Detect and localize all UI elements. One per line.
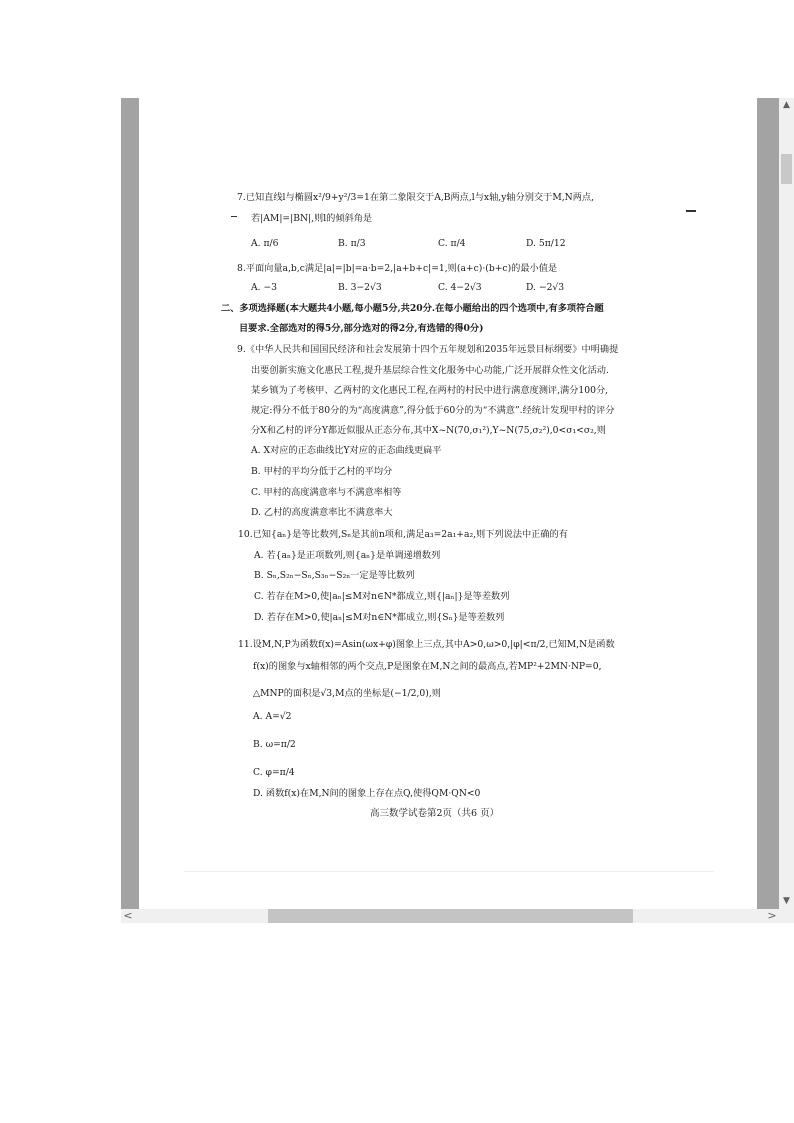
q9-line3: 某乡镇为了考核甲、乙两村的文化惠民工程,在两村的村民中进行满意度测评,满分100分, xyxy=(251,385,609,396)
q9-option-d: D. 乙村的高度满意率比不满意率大 xyxy=(251,507,393,518)
vertical-scroll-thumb[interactable] xyxy=(781,154,792,184)
section2-heading-line1: 二、多项选择题(本大题共4小题,每小题5分,共20分.在每小题给出的四个选项中,有多项符合题 xyxy=(221,303,604,314)
q10-option-c: C. 若存在M>0,使|aₙ|≤M对n∈N*都成立,则{|aₙ|}是等差数列 xyxy=(254,591,510,602)
scan-mark xyxy=(231,216,237,217)
q8-option-b: B. 3−2√3 xyxy=(338,282,382,293)
q11-option-a: A. A=√2 xyxy=(253,711,292,722)
horizontal-scroll-thumb[interactable] xyxy=(268,909,633,923)
q9-line1: 9.《中华人民共和国国民经济和社会发展第十四个五年规划和2035年远景目标纲要》中明确提 xyxy=(237,344,619,355)
page-footer: 高三数学试卷第2页（共6 页） xyxy=(370,808,500,819)
q10-line1: 10.已知{aₙ}是等比数列,Sₙ是其前n项和,满足a₃=2a₁+a₂,则下列说法中正确的有 xyxy=(238,529,568,540)
page-bottom-rule xyxy=(184,871,714,872)
scanned-exam-page xyxy=(139,98,757,909)
q10-option-b: B. Sₙ,S₂ₙ−Sₙ,S₃ₙ−S₂ₙ一定是等比数列 xyxy=(254,570,415,581)
horizontal-scrollbar[interactable] xyxy=(121,909,794,923)
q9-option-b: B. 甲村的平均分低于乙村的平均分 xyxy=(251,466,393,477)
q9-line2: 出要创新实施文化惠民工程,提升基层综合性文化服务中心功能,广泛开展群众性文化活动. xyxy=(251,365,609,376)
q9-option-c: C. 甲村的高度满意率与不满意率相等 xyxy=(251,487,402,498)
q11-line2: f(x)的图象与x轴相邻的两个交点,P是图象在M,N之间的最高点,若MP²+2MN·NP=0, xyxy=(253,661,602,672)
section2-heading-line2: 目要求.全部选对的得5分,部分选对的得2分,有选错的得0分) xyxy=(239,323,484,334)
q11-option-b: B. ω=π/2 xyxy=(253,739,296,750)
q10-option-d: D. 若存在M>0,使|aₙ|≤M对n∈N*都成立,则{Sₙ}是等差数列 xyxy=(254,612,505,623)
q9-line5: 分X和乙村的评分Y都近似服从正态分布,其中X~N(70,σ₁²),Y~N(75,σ₂²),0<σ₁<σ₂,则 xyxy=(251,425,606,436)
q8-option-d: D. −2√3 xyxy=(526,282,565,293)
scroll-up-arrow-icon[interactable]: ▲ xyxy=(783,100,790,110)
scroll-right-arrow-icon[interactable]: > xyxy=(767,909,777,922)
q9-option-a: A. X对应的正态曲线比Y对应的正态曲线更扁平 xyxy=(251,445,442,456)
q8-line1: 8.平面向量a,b,c满足|a|=|b|=a·b=2,|a+b+c|=1,则(a+c)·(b+c)的最小值是 xyxy=(237,263,558,274)
q8-option-c: C. 4−2√3 xyxy=(438,282,482,293)
q11-line3: △MNP的面积是√3,M点的坐标是(−1/2,0),则 xyxy=(253,688,441,699)
q7-line1: 7.已知直线l与椭圆x²/9+y²/3=1在第二象限交于A,B两点,l与x轴,y轴分别交于M,N两点, xyxy=(237,192,594,203)
scroll-left-arrow-icon[interactable]: < xyxy=(123,909,133,922)
q9-line4: 规定:得分不低于80分的为“高度满意”,得分低于60分的为“不满意”.经统计发现甲村的评分 xyxy=(251,405,615,416)
q7-option-c: C. π/4 xyxy=(438,238,466,249)
q10-option-a: A. 若{aₙ}是正项数列,则{aₙ}是单调递增数列 xyxy=(254,550,441,561)
q11-line1: 11.设M,N,P为函数f(x)=Asin(ωx+φ)图象上三点,其中A>0,ω>0,|φ|<π/2,已知M,N是函数 xyxy=(238,639,615,650)
q11-option-d: D. 函数f(x)在M,N间的图象上存在点Q,使得QM·QN<0 xyxy=(253,788,481,799)
scroll-down-arrow-icon[interactable]: ▼ xyxy=(783,896,790,906)
vertical-scrollbar[interactable] xyxy=(779,98,794,909)
q8-option-a: A. −3 xyxy=(251,282,278,293)
q11-option-c: C. φ=π/4 xyxy=(253,767,295,778)
scan-mark xyxy=(686,210,696,212)
q7-option-d: D. 5π/12 xyxy=(526,238,566,249)
q7-option-a: A. π/6 xyxy=(251,238,279,249)
q7-line2: 若|AM|=|BN|,则l的倾斜角是 xyxy=(251,213,373,224)
q7-option-b: B. π/3 xyxy=(338,238,366,249)
